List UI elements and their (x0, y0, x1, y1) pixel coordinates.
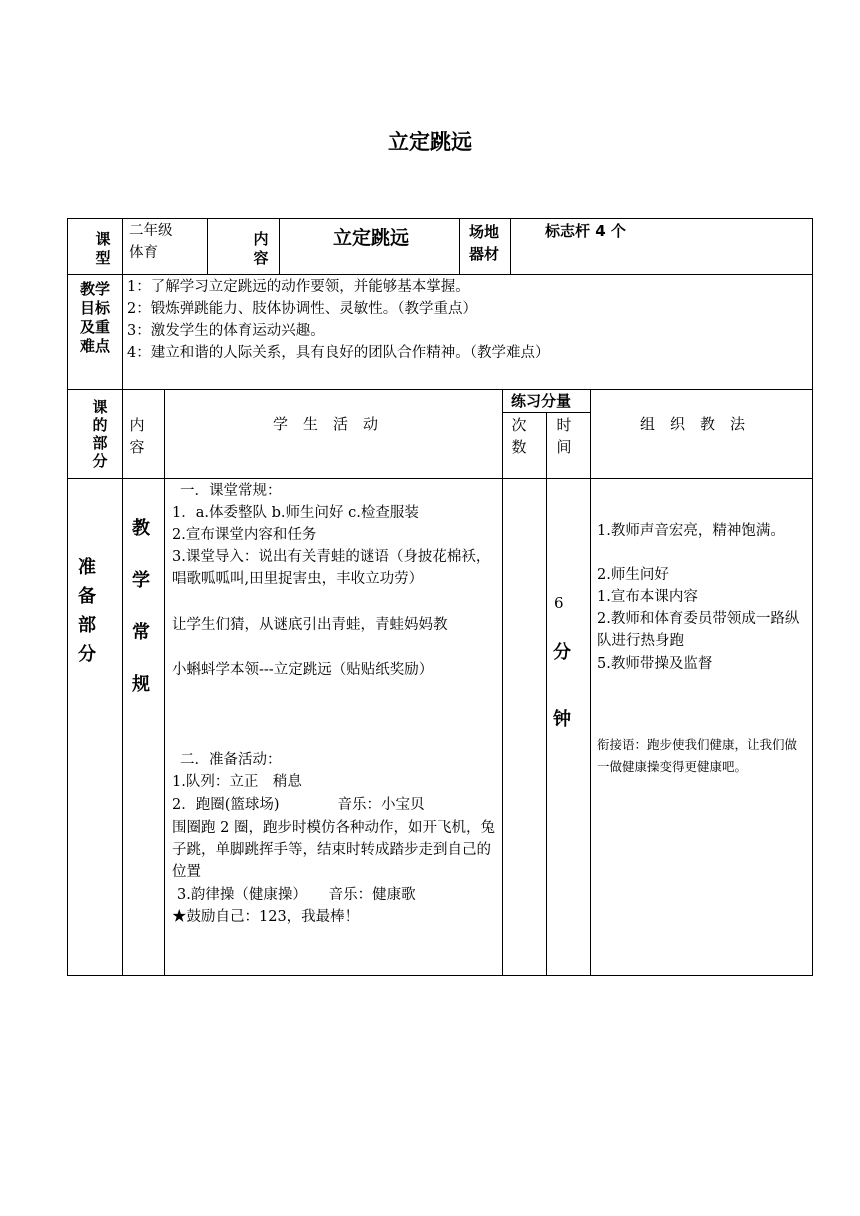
content-label: 内 容 (253, 230, 269, 267)
time-unit: 分 (553, 642, 571, 663)
method-line: 2.师生问好 (597, 567, 669, 583)
section-part-label: 准 备 部 分 (78, 557, 96, 665)
method-line: 5.教师带操及监督 (597, 656, 713, 672)
time-value: 6 (554, 594, 564, 612)
activity-column-header: 学 生 活 动 (273, 415, 379, 433)
method-line: 2.教师和体育委员带领成一路纵队进行热身跑 (597, 611, 800, 649)
activity-line: 1.队列：立正 稍息 (172, 774, 302, 790)
method-line: 1.教师声音宏亮，精神饱满。 (597, 523, 785, 539)
content-column-header: 内 容 (129, 416, 145, 456)
part-column-header: 课 的 部 分 (92, 398, 108, 470)
objective-item: 1：了解学习立定跳远的动作要领，并能够基本掌握。 (127, 279, 470, 295)
activity-line: 围圈跑 2 圈，跑步时模仿各种动作，如开飞机，兔子跳，单脚跳挥手等，结束时转成踏步走到自己的位置 (172, 820, 495, 880)
method-line: 1.宣布本课内容 (597, 589, 698, 605)
activity-line: 2．跑圈(篮球场) 音乐：小宝贝 (172, 797, 425, 813)
objective-item: 2：锻炼弹跳能力、肢体协调性、灵敏性。（教学重点） (127, 301, 477, 317)
activity-line: 2.宣布课堂内容和任务 (172, 527, 317, 543)
subject-value: 体育 (129, 245, 158, 261)
course-type-label: 课 型 (95, 230, 111, 267)
content-value: 立定跳远 (333, 227, 410, 249)
activity-line: 1．a.体委整队 b.师生问好 c.检查服装 (172, 505, 419, 521)
section-content-label: 教 学 常 规 (132, 518, 150, 695)
objectives-label: 教学 目标 及重 难点 (79, 280, 110, 355)
objective-item: 4：建立和谐的人际关系，具有良好的团队合作精神。（教学难点） (127, 345, 550, 361)
method-column-header: 组 织 教 法 (640, 415, 746, 433)
times-column-header: 次 数 (511, 416, 527, 456)
time-unit: 钟 (553, 709, 571, 730)
activity-heading: 一．课堂常规： (180, 483, 282, 499)
transition-phrase: 衔接语：跑步使我们健康，让我们做一做健康操变得更健康吧。 (597, 737, 798, 774)
activity-line: ★鼓励自己：123，我最棒！ (172, 909, 360, 925)
practice-amount-header: 练习分量 (511, 392, 572, 410)
activity-line: 小蝌蚪学本领---立定跳远（贴贴纸奖励） (172, 662, 434, 678)
activity-line: 3.课堂导入：说出有关青蛙的谜语（身披花棉袄，唱歌呱呱叫,田里捉害虫，丰收立功劳） (172, 549, 491, 587)
duration-column-header: 时 间 (556, 416, 572, 456)
activity-line: 让学生们猜，从谜底引出青蛙，青蛙妈妈教 (172, 617, 448, 633)
activity-line: 3.韵律操（健康操） 音乐：健康歌 (177, 887, 416, 903)
grade-value: 二年级 (129, 223, 173, 239)
activity-heading: 二．准备活动： (180, 752, 282, 768)
page-title: 立定跳远 (388, 130, 472, 154)
objective-item: 3：激发学生的体育运动兴趣。 (127, 323, 325, 339)
venue-label: 场地 器材 (468, 223, 499, 263)
venue-value: 标志杆 4 个 (545, 222, 626, 240)
